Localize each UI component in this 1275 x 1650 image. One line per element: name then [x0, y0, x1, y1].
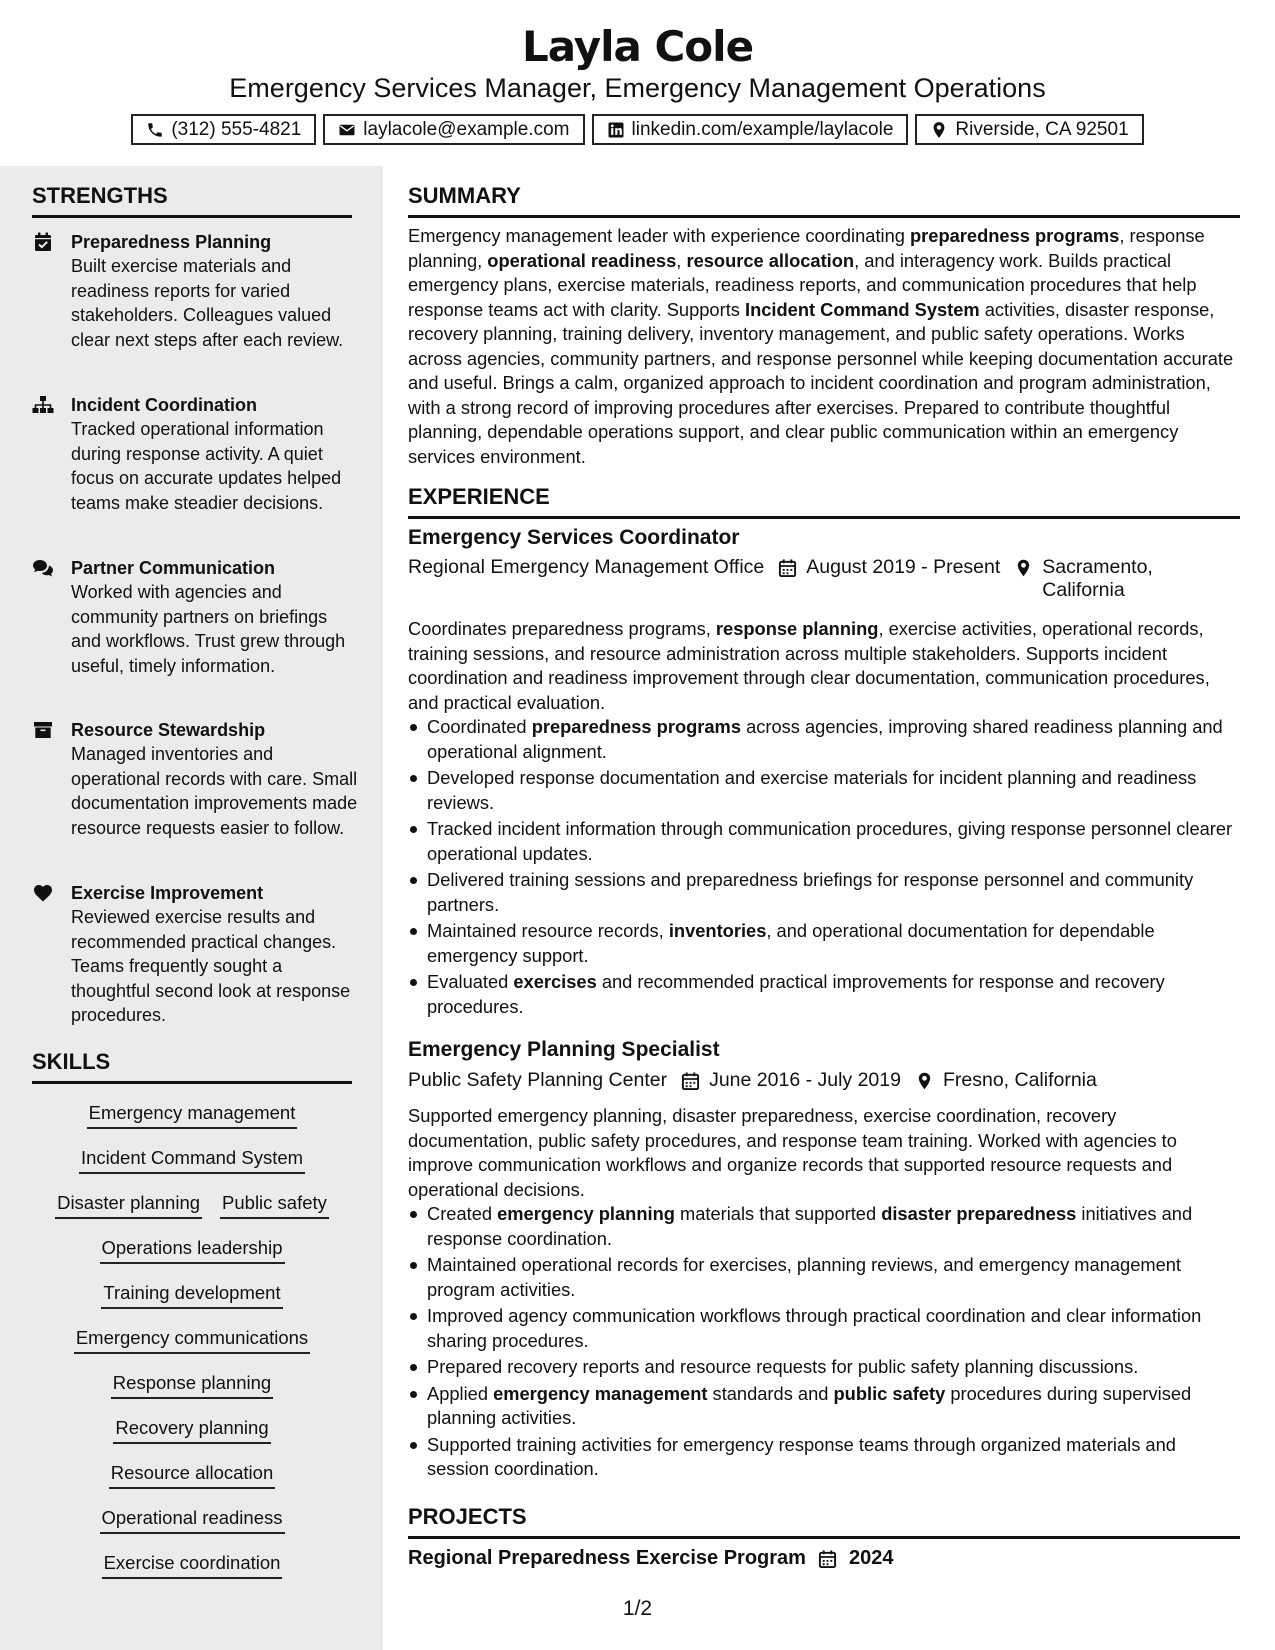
list-item: Improved agency communication workflows through practical coordination and clear information sharing procedures. [408, 1304, 1240, 1353]
calendar-icon [778, 558, 797, 578]
skill-tag: Public safety [220, 1190, 329, 1219]
list-item: Applied emergency management standards and public safety procedures during supervised planning activities. [408, 1382, 1240, 1431]
job-meta [408, 1069, 1240, 1092]
heart-icon [32, 883, 54, 903]
list-item: Delivered training sessions and preparedness briefings for response personnel and community partners. [408, 868, 1240, 917]
list-item: Evaluated exercises and recommended practical improvements for response and recovery procedures. [408, 970, 1240, 1019]
strength-title: Partner Communication [71, 558, 276, 578]
summary-text: Emergency management leader with experience coordinating preparedness programs, response planning, operational readiness, resource allocation, and interagency work. Builds practical emergency plans, exercise materials, readiness reports, and communication procedures that help response teams act with clarity. Supports Incident Command System activities, disaster response, recovery planning, training delivery, inventory management, and public safety operations. Works across agencies, community partners, and response personnel while keeping documentation accurate and useful. Brings a calm, organized approach to incident coordination and program administration, with a strong record of improving procedures after exercises. Prepared to contribute thoughtful planning, dependable operations support, and clear public communication within an emergency services environment. [408, 225, 1234, 467]
contact-email-text: laylacole@example.com [363, 118, 570, 140]
strength-title: Preparedness Planning [71, 232, 272, 252]
calendar-check-icon [32, 232, 54, 252]
strength-item [32, 718, 362, 840]
strength-title: Incident Coordination [71, 395, 257, 415]
strength-desc: Built exercise materials and readiness reports for varied stakeholders. Colleagues valued clear next steps after each review. [71, 256, 344, 350]
page-number: 1/2 [622, 1597, 653, 1620]
strength-desc: Managed inventories and operational records with care. Small documentation improvements made resource requests easier to follow. [71, 744, 358, 838]
list-item: Prepared recovery reports and resource requests for public safety planning discussions. [408, 1355, 1240, 1380]
phone-icon [146, 121, 164, 139]
sidebar [0, 166, 383, 1650]
job-bullets [408, 715, 1240, 1021]
strength-title: Resource Stewardship [71, 720, 266, 740]
calendar-icon [681, 1071, 700, 1091]
strength-item [32, 556, 362, 678]
resume-header [0, 0, 1275, 166]
list-item: Supported training activities for emergency response teams through organized materials and session coordination. [408, 1433, 1240, 1482]
calendar-icon [818, 1549, 837, 1569]
projects-heading: PROJECTS [408, 1504, 1240, 1539]
strength-item [32, 393, 362, 515]
list-item: Maintained operational records for exercises, planning reviews, and emergency management program activities. [408, 1253, 1240, 1302]
contact-linkedin-text: linkedin.com/example/laylacole [631, 118, 894, 140]
contact-email[interactable] [323, 114, 584, 145]
job-title: Emergency Services Coordinator [408, 526, 740, 549]
job-title: Emergency Planning Specialist [408, 1038, 720, 1061]
strength-desc: Tracked operational information during response activity. A quiet focus on accurate updates helped teams make steadier decisions. [71, 419, 342, 513]
list-item: Maintained resource records, inventories, and operational documentation for dependable emergency support. [408, 919, 1240, 968]
strength-desc: Reviewed exercise results and recommended practical changes. Teams frequently sought a thoughtful second look at response procedures. [71, 907, 351, 1025]
job-organization: Regional Emergency Management Office [408, 556, 765, 578]
job-intro: Supported emergency planning, disaster preparedness, exercise coordination, recovery documentation, public safety procedures, and response team training. Worked with agencies to improve communication workflows and organize records that supported resource requests and operational decisions. [408, 1105, 1177, 1200]
map-pin-icon [915, 1071, 934, 1091]
list-item: Coordinated preparedness programs across agencies, improving shared readiness planning and operational alignment. [408, 715, 1240, 764]
contact-phone[interactable] [131, 114, 316, 145]
job-organization: Public Safety Planning Center [408, 1069, 668, 1091]
skill-tag: Recovery planning [113, 1415, 270, 1444]
skills-heading: SKILLS [32, 1049, 352, 1084]
candidate-name: Layla Cole [521, 22, 754, 71]
project-year: 2024 [848, 1547, 894, 1569]
skill-tag: Operational readiness [100, 1505, 285, 1534]
project-entry [408, 1547, 893, 1570]
skill-tag: Exercise coordination [102, 1550, 283, 1579]
job-location: Fresno, California [942, 1069, 1097, 1091]
list-item: Tracked incident information through communication procedures, giving response personnel clearer operational updates. [408, 817, 1240, 866]
list-item: Created emergency planning materials that supported disaster preparedness initiatives and response coordination. [408, 1202, 1240, 1251]
skill-tag: Emergency communications [74, 1325, 310, 1354]
job-location: Sacramento, California [1042, 556, 1153, 601]
strengths-heading: STRENGTHS [32, 183, 352, 218]
skills-list [32, 1100, 352, 1595]
job-bullets [408, 1202, 1240, 1484]
skill-tag: Emergency management [87, 1100, 298, 1129]
contact-linkedin[interactable] [592, 114, 909, 145]
skill-tag: Disaster planning [55, 1190, 202, 1219]
job-intro: Coordinates preparedness programs, response planning, exercise activities, operational records, training sessions, and resource administration across multiple stakeholders. Supports incident coordination and readiness improvement through clear documentation, communication procedures, and practical evaluation. [408, 618, 1210, 713]
skill-tag: Response planning [111, 1370, 273, 1399]
skill-tag: Operations leadership [100, 1235, 285, 1264]
strength-title: Exercise Improvement [71, 883, 264, 903]
map-pin-icon [930, 121, 948, 139]
strength-item [32, 230, 362, 352]
contact-location[interactable] [915, 114, 1143, 145]
job-meta [408, 556, 1240, 602]
project-title: Regional Preparedness Exercise Program [408, 1547, 806, 1569]
strength-item [32, 881, 362, 1028]
skill-tag: Incident Command System [79, 1145, 305, 1174]
contact-phone-text: (312) 555-4821 [171, 118, 302, 140]
skill-tag: Resource allocation [109, 1460, 275, 1489]
skill-tag: Training development [101, 1280, 282, 1309]
experience-heading: EXPERIENCE [408, 484, 1240, 519]
linkedin-icon [607, 121, 625, 139]
contact-location-text: Riverside, CA 92501 [955, 118, 1129, 140]
candidate-title: Emergency Services Manager, Emergency Management Operations [229, 73, 1046, 103]
archive-box-icon [32, 720, 54, 740]
map-pin-icon [1014, 558, 1033, 578]
summary-heading: SUMMARY [408, 183, 1240, 218]
job-dates: June 2016 - July 2019 [709, 1069, 901, 1091]
envelope-icon [338, 121, 356, 139]
job-dates: August 2019 - Present [806, 556, 1001, 578]
list-item: Developed response documentation and exercise materials for incident planning and readiness reviews. [408, 766, 1240, 815]
comments-icon [32, 558, 54, 578]
contact-bar [0, 114, 1275, 145]
strength-desc: Worked with agencies and community partners on briefings and workflows. Trust grew through useful, timely information. [71, 582, 346, 676]
org-chart-icon [32, 395, 54, 415]
